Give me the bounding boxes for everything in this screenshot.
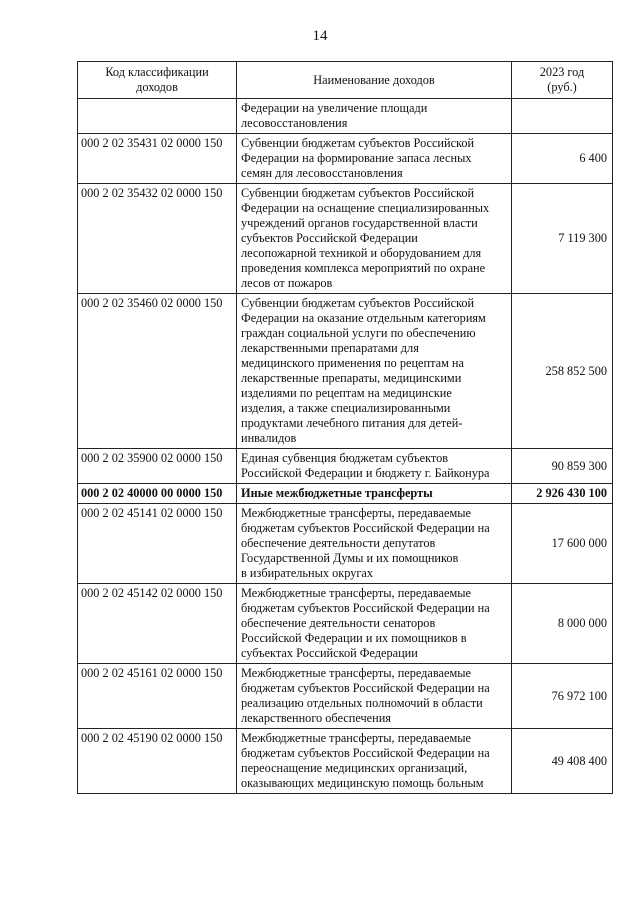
- table-row: [78, 449, 613, 484]
- table-row: [78, 729, 613, 794]
- table-header: [78, 62, 613, 99]
- header-name: Наименование доходов: [237, 62, 512, 99]
- table-body: [78, 99, 613, 794]
- revenue-table: [77, 61, 613, 794]
- table-row: [78, 184, 613, 294]
- row-code: 000 2 02 35460 02 0000 150: [78, 294, 237, 449]
- row-amount: 258 852 500: [512, 294, 613, 449]
- row-amount: 49 408 400: [512, 729, 613, 794]
- header-code: Код классификации доходов: [78, 62, 237, 99]
- row-code: 000 2 02 45161 02 0000 150: [78, 664, 237, 729]
- row-amount: 17 600 000: [512, 504, 613, 584]
- table-row: [78, 134, 613, 184]
- table-row: [78, 664, 613, 729]
- table-row: [78, 504, 613, 584]
- header-amount: 2023 год (руб.): [512, 62, 613, 99]
- row-name: Межбюджетные трансферты, передаваемые бюджетам субъектов Российской Федерации на обеспечение деятельности депутатов Государственной Думы и их помощников в избирательных округах: [237, 504, 512, 584]
- row-name: Иные межбюджетные трансферты: [237, 484, 512, 504]
- row-name: Межбюджетные трансферты, передаваемые бюджетам субъектов Российской Федерации на реализацию отдельных полномочий в области лекарственного обеспечения: [237, 664, 512, 729]
- row-name: Межбюджетные трансферты, передаваемые бюджетам субъектов Российской Федерации на обеспечение деятельности сенаторов Российской Федерации и их помощников в субъектах Российской Федерации: [237, 584, 512, 664]
- row-code: 000 2 02 45142 02 0000 150: [78, 584, 237, 664]
- row-amount: 6 400: [512, 134, 613, 184]
- row-code: [78, 99, 237, 134]
- row-name: Субвенции бюджетам субъектов Российской Федерации на оказание отдельным категориям граждан социальной услуги по обеспечению лекарственными препаратами для медицинского применения по рецептам на лекарственные препараты, медицинскими изделиями по рецептам на медицинские изделия, а также специализированными продуктами лечебного питания для детей- инвалидов: [237, 294, 512, 449]
- row-code: 000 2 02 35900 02 0000 150: [78, 449, 237, 484]
- row-amount: 90 859 300: [512, 449, 613, 484]
- row-amount: 7 119 300: [512, 184, 613, 294]
- row-code: 000 2 02 45190 02 0000 150: [78, 729, 237, 794]
- page-number: 14: [312, 28, 328, 44]
- row-name: Межбюджетные трансферты, передаваемые бюджетам субъектов Российской Федерации на переоснащение медицинских организаций, оказывающих медицинскую помощь больным: [237, 729, 512, 794]
- table-row: [78, 584, 613, 664]
- row-amount: [512, 99, 613, 134]
- row-code: 000 2 02 40000 00 0000 150: [78, 484, 237, 504]
- row-name: Субвенции бюджетам субъектов Российской Федерации на формирование запаса лесных семян для лесовосстановления: [237, 134, 512, 184]
- row-name: Субвенции бюджетам субъектов Российской Федерации на оснащение специализированных учреждений органов государственной власти субъектов Российской Федерации лесопожарной техникой и оборудованием для проведения комплекса мероприятий по охране лесов от пожаров: [237, 184, 512, 294]
- table-header-row: [78, 62, 613, 99]
- row-code: 000 2 02 35432 02 0000 150: [78, 184, 237, 294]
- row-name: Единая субвенция бюджетам субъектов Российской Федерации и бюджету г. Байконура: [237, 449, 512, 484]
- table-row: [78, 294, 613, 449]
- row-amount: 76 972 100: [512, 664, 613, 729]
- row-code: 000 2 02 35431 02 0000 150: [78, 134, 237, 184]
- row-amount: 2 926 430 100: [512, 484, 613, 504]
- row-amount: 8 000 000: [512, 584, 613, 664]
- row-code: 000 2 02 45141 02 0000 150: [78, 504, 237, 584]
- row-name: Федерации на увеличение площади лесовосстановления: [237, 99, 512, 134]
- table-row: [78, 484, 613, 504]
- table-row: [78, 99, 613, 134]
